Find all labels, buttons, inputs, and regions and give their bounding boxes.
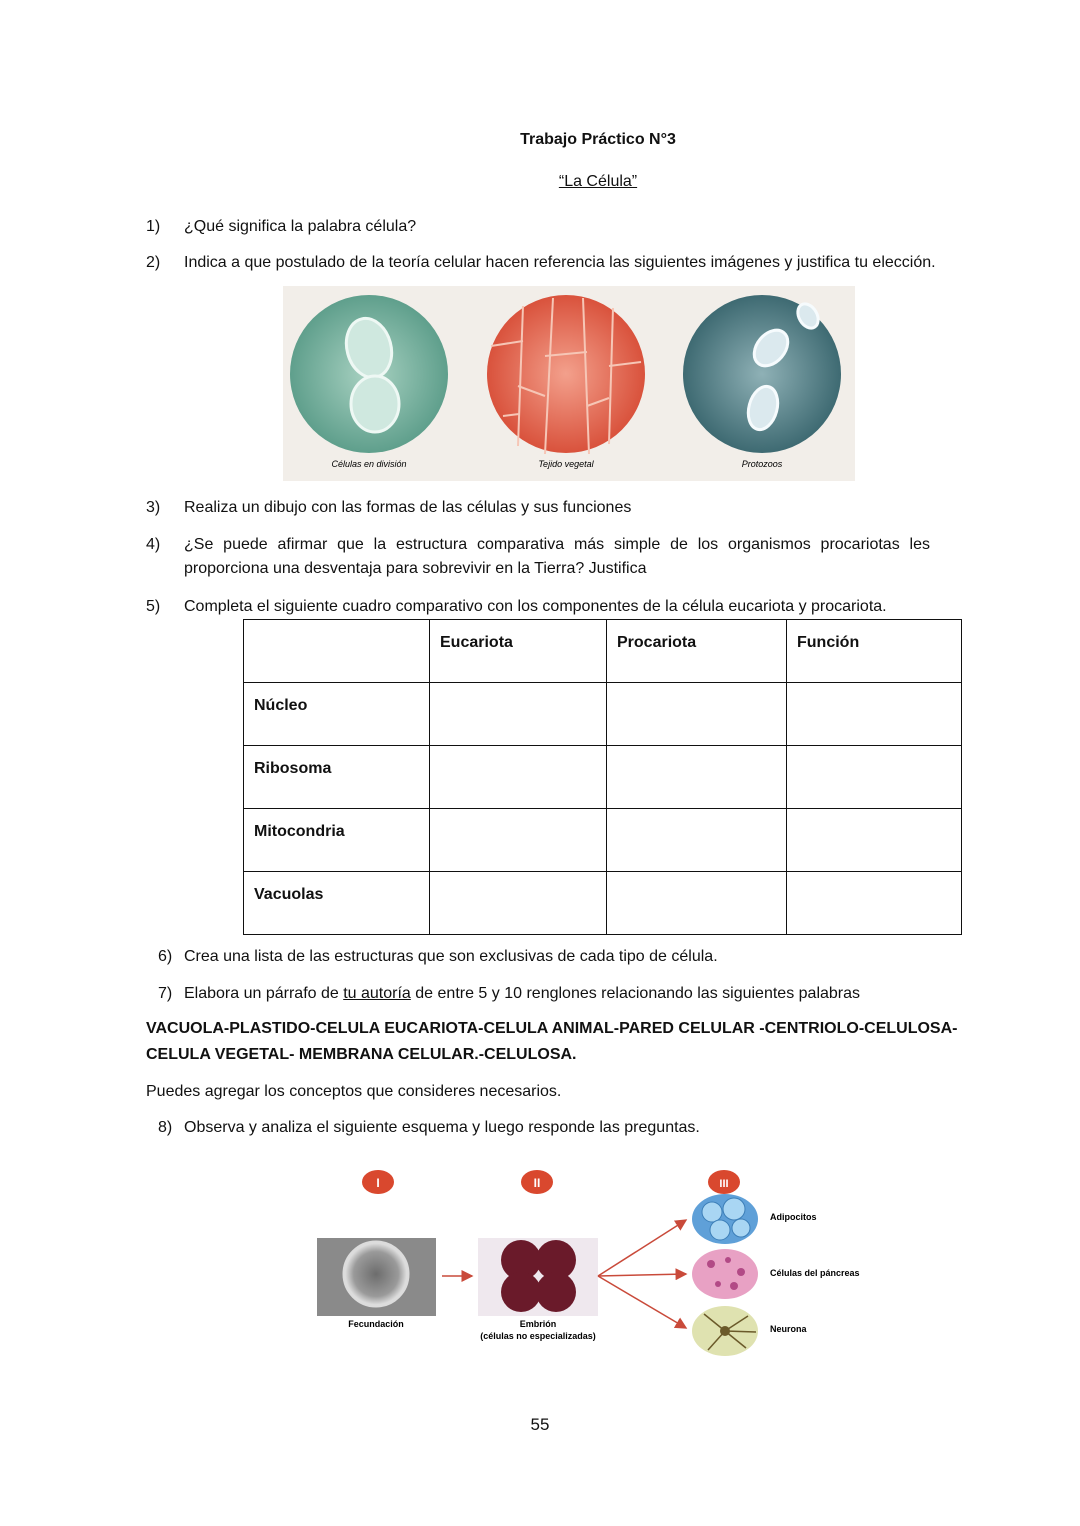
page-number: 55 — [530, 1415, 550, 1434]
question-text: Indica a que postulado de la teoría celular hacen referencia las siguientes imágenes y justifica tu elección. — [184, 254, 936, 271]
question-text: ¿Se puede afirmar que la estructura comparativa más simple de los organismos procariotas les proporciona una desventaja para sobrevivir en la Tierra? Justifica — [184, 536, 930, 577]
table-row — [244, 809, 962, 872]
table-header-cell: Eucariota — [430, 620, 607, 683]
neuron-body — [720, 1326, 730, 1336]
dividing-cell-bottom — [351, 376, 399, 432]
answer-cell[interactable] — [787, 809, 962, 872]
row-label: Ribosoma — [244, 746, 430, 809]
neurona-label: Neurona — [770, 1324, 807, 1334]
question-number: 8) — [158, 1119, 173, 1136]
question-text: ¿Qué significa la palabra célula? — [184, 218, 417, 235]
embrion-label: Embrión — [519, 1319, 557, 1329]
answer-cell[interactable] — [607, 872, 787, 935]
answer-cell[interactable] — [430, 809, 607, 872]
table-header-cell: Procariota — [607, 620, 787, 683]
question-text: Crea una lista de las estructuras que son exclusivas de cada tipo de célula. — [184, 948, 718, 965]
comparison-table — [243, 619, 962, 935]
pancreas-label: Células del páncreas — [770, 1268, 860, 1278]
answer-cell[interactable] — [430, 872, 607, 935]
keywords-list: VACUOLA-PLASTIDO-CELULA EUCARIOTA-CELULA ANIMAL-PARED CELULAR -CENTRIOLO-CELULOSA-CELULA VEGETAL- MEMBRANA CELULAR.-CELULOSA. — [146, 1020, 958, 1063]
table-row — [244, 872, 962, 935]
stage-badge-2-label: II — [533, 1176, 541, 1190]
pancreas-cells-image — [692, 1249, 758, 1299]
answer-cell[interactable] — [787, 872, 962, 935]
adipocitos-label: Adipocitos — [770, 1212, 817, 1222]
question-2 — [146, 251, 946, 275]
question-3 — [146, 496, 946, 520]
caption-plant-tissue: Tejido vegetal — [538, 459, 594, 469]
question-6 — [146, 945, 946, 969]
question-text-end: de entre 5 y 10 renglones relacionando las siguientes palabras — [410, 985, 861, 1002]
question-5 — [146, 595, 946, 619]
row-label: Mitocondria — [244, 809, 430, 872]
row-label: Núcleo — [244, 683, 430, 746]
worksheet-title: Trabajo Práctico N°3 — [520, 131, 676, 148]
question-number: 3) — [146, 499, 161, 516]
table-header-cell: Función — [787, 620, 962, 683]
worksheet-subtitle: “La Célula” — [558, 173, 638, 190]
question-number: 5) — [146, 598, 161, 615]
answer-cell[interactable] — [430, 746, 607, 809]
question-text — [184, 982, 944, 1006]
egg-cell — [344, 1242, 408, 1306]
caption-protozoa: Protozoos — [741, 459, 783, 469]
question-number: 6) — [158, 948, 173, 965]
question-text: Observa y analiza el siguiente esquema y luego responde las preguntas. — [184, 1119, 700, 1136]
question-number: 1) — [146, 218, 161, 235]
stage-badge-3-label: III — [719, 1178, 729, 1190]
question-8 — [146, 1116, 946, 1140]
underlined-phrase: tu autoría — [343, 985, 411, 1002]
caption-dividing-cells: Células en división — [331, 459, 407, 469]
arrow-to-adipocytes — [598, 1220, 686, 1276]
table-header-cell — [244, 620, 430, 683]
table-header-row — [244, 620, 962, 683]
answer-cell[interactable] — [787, 683, 962, 746]
embrion-sub-label: (células no especializadas) — [480, 1331, 596, 1341]
row-label: Vacuolas — [244, 872, 430, 935]
answer-cell[interactable] — [430, 683, 607, 746]
question-1 — [146, 215, 946, 239]
answer-cell[interactable] — [607, 809, 787, 872]
table-row — [244, 683, 962, 746]
arrow-to-neuron — [598, 1276, 686, 1328]
question-text: Completa el siguiente cuadro comparativo con los componentes de la célula eucariota y procariota. — [184, 598, 887, 615]
question-7 — [146, 982, 946, 1006]
fecundacion-label: Fecundación — [348, 1319, 404, 1329]
cell-micrographs-figure — [283, 286, 855, 481]
answer-cell[interactable] — [787, 746, 962, 809]
plant-tissue-micrograph — [487, 295, 645, 453]
question-4 — [146, 533, 946, 581]
question-number: 7) — [158, 985, 173, 1002]
instruction-note: Puedes agregar los conceptos que consideres necesarios. — [146, 1083, 562, 1100]
table-row — [244, 746, 962, 809]
arrow-to-pancreas — [598, 1274, 686, 1276]
question-number: 4) — [146, 536, 161, 553]
question-number: 2) — [146, 254, 161, 271]
stage-badge-1-label: I — [376, 1176, 380, 1190]
answer-cell[interactable] — [607, 746, 787, 809]
answer-cell[interactable] — [607, 683, 787, 746]
question-text-start: Elabora un párrafo de — [184, 985, 344, 1002]
question-text: Realiza un dibujo con las formas de las células y sus funciones — [184, 499, 632, 516]
cell-differentiation-diagram — [316, 1164, 876, 1364]
